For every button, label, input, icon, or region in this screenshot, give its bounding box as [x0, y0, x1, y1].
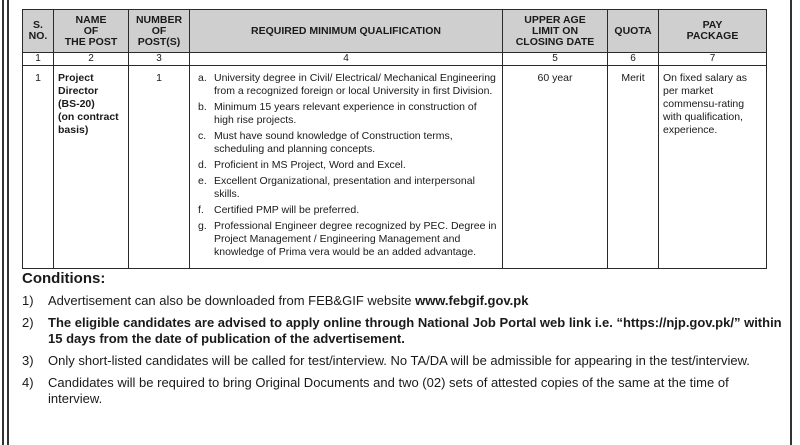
- condition-item: 2) The eligible candidates are advised to apply online through National Job Portal web link i.e. “https://njp.gov.pk/” within 15 days from the date of publication of the advertisement.: [22, 315, 782, 346]
- condition-item: 1) Advertisement can also be downloaded from FEB&GIF website www.febgif.gov.pk: [22, 293, 529, 308]
- table-header-row: [23, 10, 767, 53]
- conditions-title: Conditions:: [22, 270, 106, 287]
- header-name-of-post: NAME OF THE POST: [54, 10, 129, 53]
- cell-number-of-posts: 1: [129, 66, 190, 269]
- cell-age-limit: 60 year: [503, 66, 608, 269]
- qualification-item: a. University degree in Civil/ Electrical/ Mechanical Engineering from a recognized foreign or local University in first Division.: [198, 72, 496, 97]
- header-sno: S. NO.: [23, 10, 54, 53]
- column-number: 4: [190, 53, 503, 66]
- qualification-item: b. Minimum 15 years relevant experience in construction of high rise projects.: [198, 101, 477, 126]
- header-quota: QUOTA: [608, 10, 659, 53]
- column-number: 7: [659, 53, 767, 66]
- febgif-website-link[interactable]: www.febgif.gov.pk: [415, 293, 529, 308]
- header-number-of-posts: NUMBER OF POST(S): [129, 10, 190, 53]
- qualification-list: [194, 72, 498, 259]
- page-border-right: [790, 0, 792, 445]
- qualification-item: e. Excellent Organizational, presentation and interpersonal skills.: [198, 175, 475, 200]
- page-border-left-outer: [2, 0, 4, 445]
- cell-pay-package: On fixed salary as per market commensu-rating with qualification, experience.: [659, 66, 767, 269]
- vacancy-table: [22, 9, 767, 269]
- column-number: 2: [54, 53, 129, 66]
- column-number: 6: [608, 53, 659, 66]
- header-pay-package: PAY PACKAGE: [659, 10, 767, 53]
- cell-quota: Merit: [608, 66, 659, 269]
- cell-sno: 1: [23, 66, 54, 269]
- qualification-item: g. Professional Engineer degree recognized by PEC. Degree in Project Management / Engineering Management and knowledge of Prima vera would be an added advantage.: [198, 220, 497, 258]
- qualification-item: f. Certified PMP will be preferred.: [198, 204, 360, 216]
- header-age-limit: UPPER AGE LIMIT ON CLOSING DATE: [503, 10, 608, 53]
- qualification-item: d. Proficient in MS Project, Word and Excel.: [198, 159, 406, 171]
- condition-item: 4) Candidates will be required to bring Original Documents and two (02) sets of attested copies of the same at the time of interview.: [22, 375, 729, 406]
- cell-post-name: Project Director (BS-20) (on contract basis): [54, 66, 129, 269]
- conditions-section: [22, 270, 782, 413]
- cell-qualifications: [190, 66, 503, 269]
- table-row: [23, 66, 767, 269]
- column-number: 5: [503, 53, 608, 66]
- column-number-row: [23, 53, 767, 66]
- conditions-list: [22, 293, 782, 407]
- page-border-left-inner: [7, 0, 9, 445]
- qualification-item: c. Must have sound knowledge of Construction terms, scheduling and planning concepts.: [198, 130, 453, 155]
- header-qualification: REQUIRED MINIMUM QUALIFICATION: [190, 10, 503, 53]
- condition-item: 3) Only short-listed candidates will be called for test/interview. No TA/DA will be admissible for appearing in the test/interview.: [22, 353, 750, 368]
- column-number: 3: [129, 53, 190, 66]
- column-number: 1: [23, 53, 54, 66]
